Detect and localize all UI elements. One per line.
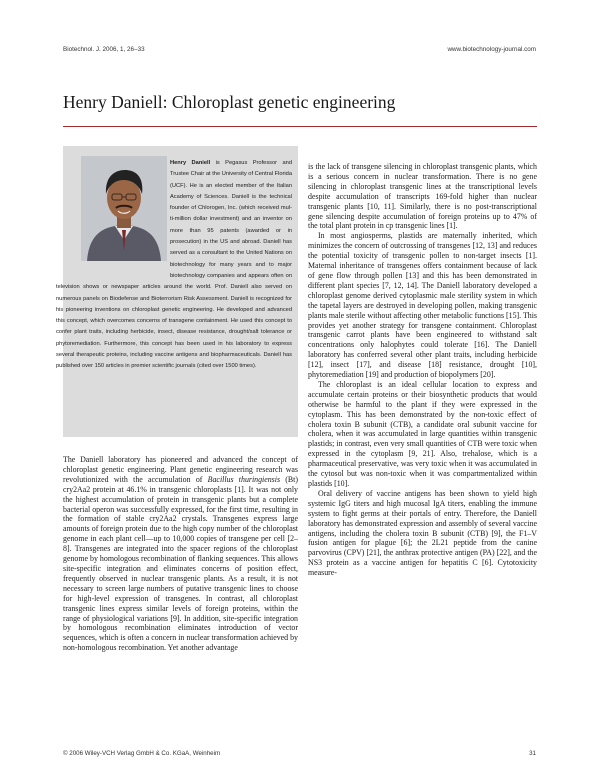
body-column-right (308, 162, 537, 745)
title-rule (63, 126, 537, 127)
author-bio (56, 158, 292, 434)
paragraph-text: (Bt) cry2Aa2 protein at 46.1% in transgenic chloroplasts [1]. It was not only the highest accumulation of protein in transgenic plants but a complete bacterial operon was successfully expressed, for the first time, resulting in the formation of stable cry2Aa2 crystals. Transgenes express large amounts of foreign protein due to the high copy number of the chloroplast genome in each plant cell—up to 10,000 copies of transgene per cell [2–8]. Transgenes are integrated into the spacer regions of the chloroplast genome by homologous recombination of flanking sequences. This allows site-specific integration and eliminates concerns of position effect, frequently observed in nuclear transgenic plants. As a result, it is not necessary to screen large numbers of putative transgenic lines to choose for high-level expression of transgenes. In contrast, all chloroplast transgenic lines express similar levels of foreign proteins, within the range of physiological variations [9]. In addition, site-specific integration by homologous recombination eliminates introduction of vector sequences, which is often a concern in nuclear transformation achieved by non-homologous recombination. Yet another advantage (63, 474, 298, 653)
copyright-notice: © 2006 Wiley-VCH Verlag GmbH & Co. KGaA, Weinheim (63, 750, 221, 757)
paragraph (63, 455, 298, 653)
bio-body: is Pegasus Professor and Trustee Chair at the University of Central Florida (UCF). He is an elected member of the Italian Academy of Sciences. Daniell is the technical founder of Chlorogen, Inc. (which received mul-ti-million dollar investment) and an inventor on more than 95 patents (awarded or in prosecution) in the US and abroad. Daniell has served as a consultant to the United Nations on biotechnology for many years and to major biotechnology companies and appears often on television shows or newspaper articles around the world. Prof. Daniell also served on numerous panels on Biodefense and Bioterrorism Risk Assessment. Daniell is recognized for his pioneering inventions on chloroplast genetic engineering. He developed and advanced this concept, which overcomes concerns of transgene containment. He used this concept to confer plant traits, including herbicide, insect, disease resistance, drought/salt tolerance or phytoremediation. Furthermore, this concept has been used in his laboratory to express several therapeutic proteins, including vaccine antigens and biopharmaceuticals. Daniell has published over 150 articles in premier scientific journals (cited over 1500 times). (56, 160, 292, 370)
paragraph-text: The Daniell laboratory has pioneered and advanced the concept of chloroplast genetic engineering. Plant genetic engineering research was revolutionized with the accumulation of (63, 455, 298, 484)
bio-photo-spacer (56, 158, 170, 271)
paragraph: The chloroplast is an ideal cellular location to express and accumulate certain proteins or their biosynthetic products that would otherwise be harmful to the plant if they were expressed in the cytoplasm. This has been demonstrated by the non-toxic effect of cholera toxin B subunit (CTB), a candidate oral subunit vaccine for cholera, when it was accumulated in large quantities within transgenic plastids; in contrast, even very small quantities of CTB were toxic when expressed in the cytoplasm [9, 21]. Also, trehalose, which is a pharmaceutical preservative, was very toxic when it was accumulated in the cytosol but was non-toxic when it was compartmentalized within plastids [10]. (308, 379, 537, 488)
paragraph: In most angiosperms, plastids are maternally inherited, which minimizes the concern of outcrossing of transgenes [12, 13] and reduces the potential toxicity of transgenic pollen to non-target insects [1]. Maternal inheritance of transgenes offers containment because of lack of gene flow through pollen [13] and this has been demonstrated in different plant species [7, 12, 14]. The Daniell laboratory developed a chloroplast genome derived cytoplasmic male sterility system in which the tapetal layers are destroyed in developing pollen, making transgenic plants male sterile without affecting other metabolic functions [15]. This provides yet another strategy for transgene containment. Chloroplast transgenic carrot plants have been engineered to withstand salt concentrations only halophytes could tolerate [16]. The Daniell laboratory has conferred several other plant traits, including herbicide [12], insect [17], and disease [18] resistance, drought [10], phytoremediation [19] and production of biopolymers [20]. (308, 231, 537, 380)
bio-name: Henry Daniell (170, 160, 211, 166)
article-title: Henry Daniell: Chloroplast genetic engineering (63, 92, 396, 112)
species-name: Bacillus thuringiensis (207, 474, 281, 484)
body-column-left (63, 455, 298, 745)
paragraph: is the lack of transgene silencing in chloroplast transgenic plants, which is a serious concern in nuclear transformation. There is no gene silencing in chloroplast transgenic lines at the transcriptional levels despite accumulation of transcripts 169-fold higher than nuclear transgenic plants [10, 11]. Similarly, there is no post-transcriptional gene silencing despite accumulation of foreign proteins up to 47% of the total plant protein in cp transgenic lines [1]. (308, 162, 537, 231)
page-number: 31 (529, 750, 536, 757)
paragraph: Oral delivery of vaccine antigens has been shown to yield high systemic IgG titers and high mucosal IgA titers, enabling the immune system to fight germs at their portals of entry. Therefore, the Daniell laboratory has demonstrated expression and assembly of several vaccine antigens, including the cholera toxin B subunit (CTB) [9], the F1–V fusion antigen for plague [6]; the 2L21 peptide from the canine parvovirus (CPV) [21], the anthrax protective antigen (PA) [22], and the NS3 protein as a vaccine antigen for hepatitis C [6]. Cytotoxicity measure- (308, 488, 537, 578)
journal-website: www.biotechnology-journal.com (447, 46, 536, 53)
journal-citation: Biotechnol. J. 2006, 1, 26–33 (63, 46, 145, 53)
